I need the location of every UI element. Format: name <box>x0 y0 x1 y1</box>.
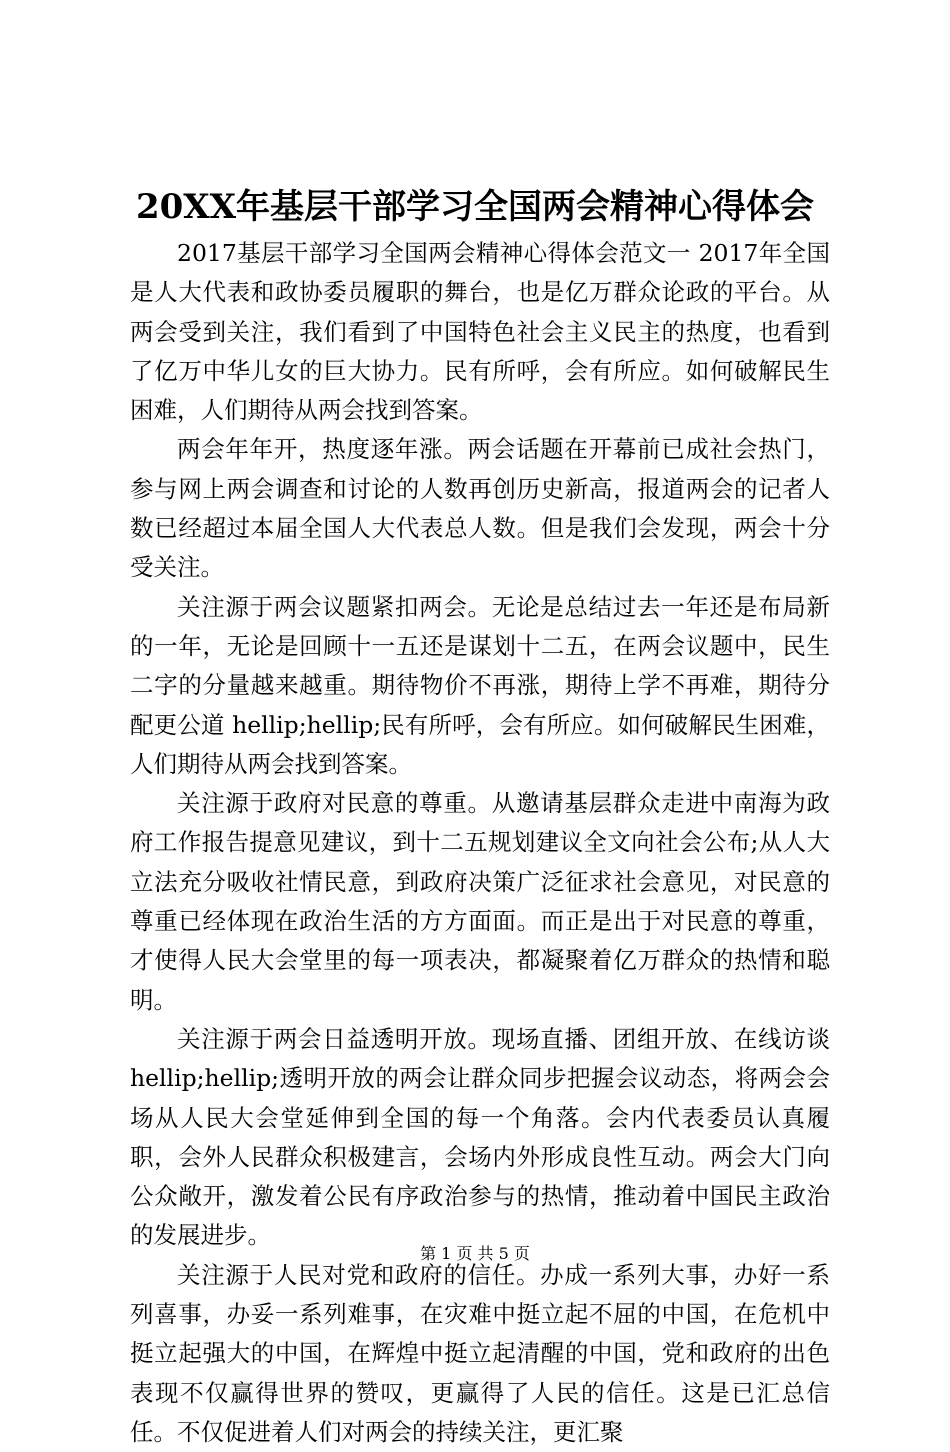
paragraph-3: 关注源于两会议题紧扣两会。无论是总结过去一年还是布局新的一年，无论是回顾十一五还是谋划十二五，在两会议题中，民生二字的分量越来越重。期待物价不再涨，期待上学不再难，期待分配更公道 hellip;hellip;民有所呼，会有所应。如何破解民生困难，人们期待从两会找到答案。 <box>130 592 830 778</box>
paragraph-5: 关注源于两会日益透明开放。现场直播、团组开放、在线访谈 hellip;hellip;透明开放的两会让群众同步把握会议动态，将两会会场从人民大会堂延伸到全国的每一个角落。会内代表委员认真履职，会外人民群众积极建言，会场内外形成良性互动。两会大门向公众敞开，激发着公民有序政治参与的热情，推动着中国民主政治的发展进步。 <box>130 1024 830 1250</box>
paragraph-4: 关注源于政府对民意的尊重。从邀请基层群众走进中南海为政府工作报告提意见建议，到十二五规划建议全文向社会公布;从人大立法充分吸收社情民意，到政府决策广泛征求社会意见，对民意的尊重已经体现在政治生活的方方面面。而正是出于对民意的尊重，才使得人民大会堂里的每一项表决，都凝聚着亿万群众的热情和聪明。 <box>130 789 830 1014</box>
paragraph-6: 关注源于人民对党和政府的信任。办成一系列大事，办好一系列喜事，办妥一系列难事，在灾难中挺立起不屈的中国，在危机中挺立起强大的中国，在辉煌中挺立起清醒的中国，党和政府的出色表现不仅赢得世界的赞叹，更赢得了人民的信任。这是已汇总信任。不仅促进着人们对两会的持续关注，更汇聚 <box>130 1260 830 1446</box>
document-title: 20XX年基层干部学习全国两会精神心得体会 <box>135 187 815 227</box>
paragraph-1: 2017基层干部学习全国两会精神心得体会范文一 2017年全国是人大代表和政协委员履职的舞台，也是亿万群众论政的平台。从两会受到关注，我们看到了中国特色社会主义民主的热度，也看到了亿万中华儿女的巨大协力。民有所呼，会有所应。如何破解民生困难，人们期待从两会找到答案。 <box>130 239 830 425</box>
page-number-footer: 第 1 页 共 5 页 <box>420 1244 530 1263</box>
paragraph-2: 两会年年开，热度逐年涨。两会话题在开幕前已成社会热门，参与网上两会调查和讨论的人数再创历史新高，报道两会的记者人数已经超过本届全国人大代表总人数。但是我们会发现，两会十分受关注。 <box>130 435 830 582</box>
document-body <box>130 234 830 1452</box>
